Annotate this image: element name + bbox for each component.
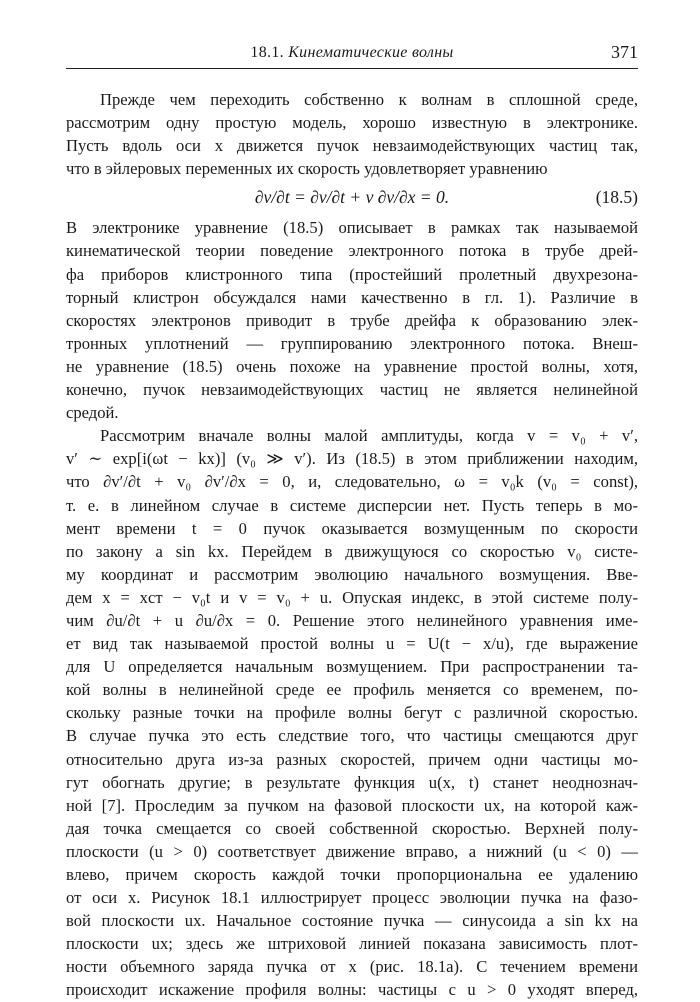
text-line: от оси x. Рисунок 18.1 иллюстрирует процесс эволюции пучка на фазо- xyxy=(66,888,638,908)
equation-number: (18.5) xyxy=(595,187,638,208)
text-line: дем x = xст − v₀t и v = v₀ + u. Опуская индекс, в этой системе полу- xyxy=(66,587,638,607)
paragraph-2 xyxy=(66,216,638,424)
running-header xyxy=(66,40,638,64)
equation-body: ∂v/∂t = ∂v/∂t + v ∂v/∂x = 0. xyxy=(254,187,450,208)
text-line: чим ∂u/∂t + u ∂u/∂x = 0. Решение этого нелинейного уравнения име- xyxy=(66,610,638,630)
text-line: рассмотрим одну простую модель, хорошо известную в электронике. xyxy=(66,113,638,133)
text-line: скоростях электронов приводит в трубе дрейфа к образованию элек- xyxy=(66,310,638,330)
text-line: что в эйлеровых переменных их скорость удовлетворяет уравнению xyxy=(66,159,548,179)
text-line: ет вид так называемой простой волны u = U(t − x/u), где выражение xyxy=(66,634,638,654)
section-title: Кинематические волны xyxy=(288,44,454,61)
text-line: В электронике уравнение (18.5) описывает в рамках так называемой xyxy=(66,218,638,238)
running-header-title xyxy=(66,44,638,62)
text-line: дая точка смещается со своей собственной скоростью. Верхней полу- xyxy=(66,818,638,838)
text-line: v′ ∼ exp[i(ωt − kx)] (v₀ ≫ v′). Из (18.5) в этом приближении находим, xyxy=(66,449,638,469)
text-line: что ∂v′/∂t + v₀ ∂v′/∂x = 0, и, следовательно, ω = v₀k (v₀ = const), xyxy=(66,472,638,492)
text-line: т. е. в линейном случае в системе дисперсии нет. Пусть теперь в мо- xyxy=(66,495,638,515)
page-number: 371 xyxy=(611,42,638,62)
text-line: ности объемного заряда пучка от x (рис. 18.1а). С течением времени xyxy=(66,957,638,977)
text-line: влево, причем скорость каждой точки пропорциональна ее удалению xyxy=(66,865,638,884)
header-rule xyxy=(66,68,638,69)
text-line: Пусть вдоль оси x движется пучок невзаимодействующих частиц так, xyxy=(66,136,638,156)
text-line: происходит искажение профиля волны: частицы с u > 0 уходят вперед, xyxy=(66,980,638,1000)
text-line: по закону a sin kx. Перейдем в движущуюся со скоростью v₀ систе- xyxy=(66,541,638,561)
text-line: гут обогнать другие; в результате функция u(x, t) станет неоднознач- xyxy=(66,772,638,792)
paragraph-3 xyxy=(66,424,638,1001)
text-line: Рассмотрим вначале волны малой амплитуды, когда v = v₀ + v′, xyxy=(100,426,638,446)
text-line: конечно, пучок невзаимодействующих частиц не является нелинейной xyxy=(66,380,638,400)
text-line: для U определяется начальным возмущением. При распространении та- xyxy=(66,657,638,677)
text-line: В случае пучка это есть следствие того, что частицы смещаются друг xyxy=(66,726,638,746)
text-line: средой. xyxy=(66,403,119,423)
text-line: тронных уплотнений — группированию электронного потока. Внеш- xyxy=(66,333,638,353)
text-line: фа приборов клистронного типа (простейший пролетный двухрезона- xyxy=(66,264,638,284)
section-number: 18.1. xyxy=(250,44,284,61)
text-line: относительно друга из-за разных скоростей, причем одни частицы мо- xyxy=(66,749,638,769)
text-line: кинематической теории поведение электронного потока в трубе дрей- xyxy=(66,241,638,261)
equation-18-5 xyxy=(66,182,638,212)
text-line: Прежде чем переходить собственно к волнам в сплошной среде, xyxy=(100,90,638,109)
text-line: плоскости (u > 0) соответствует движение вправо, а нижний (u < 0) — xyxy=(66,841,638,861)
text-line: мент времени t = 0 пучок оказывается возмущенным по скорости xyxy=(66,518,638,538)
text-line: ной [7]. Проследим за пучком на фазовой плоскости ux, на которой каж- xyxy=(66,795,638,815)
text-line: вой плоскости ux. Начальное состояние пучка — синусоида a sin kx на xyxy=(66,911,638,931)
text-line: скольку разные точки на профиле волны бегут с различной скоростью. xyxy=(66,703,638,723)
text-line: торный клистрон обсуждался нами качественно в гл. 1). Различие в xyxy=(66,287,638,307)
body-text xyxy=(66,88,638,1002)
text-line: му координат и рассмотрим эволюцию начального возмущения. Вве- xyxy=(66,564,638,584)
text-line: не уравнение (18.5) очень похоже на уравнение простой волны, хотя, xyxy=(66,356,638,376)
text-line: плоскости ux; здесь же штриховой линией показана зависимость плот- xyxy=(66,934,638,954)
paragraph-1 xyxy=(66,88,638,180)
text-line: кой волны в нелинейной среде ее профиль меняется со временем, по- xyxy=(66,680,638,700)
